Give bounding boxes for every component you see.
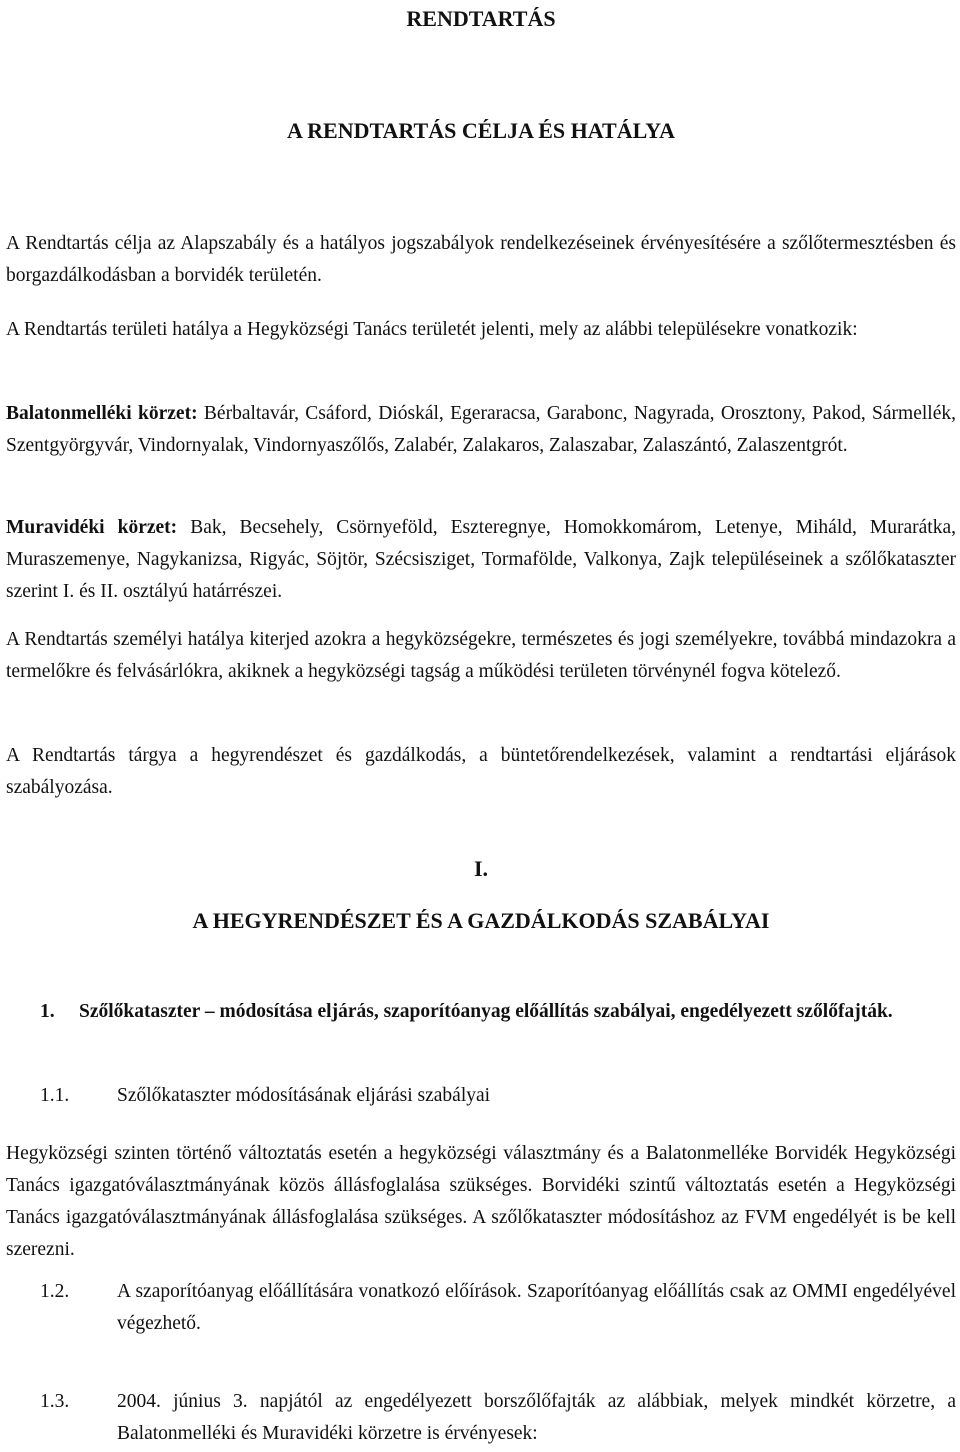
paragraph-muravideki-district bbox=[6, 512, 956, 608]
paragraph-personal-scope: A Rendtartás személyi hatálya kiterjed azokra a hegyközségekre, természetes és jogi személyekre, továbbá mindazokra a termelőkre és felvásárlókra, akiknek a hegyközségi tagság a működési területen törvénynél fogva kötelező. bbox=[6, 629, 956, 682]
paragraph-cadastre-procedure: Hegyközségi szinten történő változtatás esetén a hegyközségi választmány és a Balatonmelléke Borvidék Hegyközségi Tanács igazgatóválasztmányának közös állásfoglalása szükséges. Borvidéki szintű változtatás esetén a Hegyközségi Tanács igazgatóválasztmányának állásfoglalása szükséges. A szőlőkataszter módosításhoz az FVM engedélyét is be kell szerezni. bbox=[6, 1143, 956, 1260]
paragraph-balatonmelleki-district bbox=[6, 398, 956, 462]
muravideki-label: Muravidéki körzet: bbox=[6, 517, 178, 538]
subheading-1-1-number: 1.1. bbox=[40, 1085, 70, 1106]
subheading-1-2-text: A szaporítóanyag előállítására vonatkozó előírások. Szaporítóanyag előállítás csak az OMMI engedélyével végezhető. bbox=[117, 1281, 956, 1334]
subheading-1-2-number: 1.2. bbox=[40, 1281, 70, 1302]
heading-1-number: 1. bbox=[40, 1001, 55, 1022]
subheading-1-2 bbox=[6, 1276, 956, 1340]
chapter-title: A HEGYRENDÉSZET ÉS A GAZDÁLKODÁS SZABÁLYAI bbox=[192, 908, 770, 933]
paragraph-subject: A Rendtartás tárgya a hegyrendészet és gazdálkodás, a büntetőrendelkezések, valamint a rendtartási eljárások szabályozása. bbox=[6, 745, 956, 798]
paragraph-territorial-scope: A Rendtartás területi hatálya a Hegyközségi Tanács területét jelenti, mely az alábbi településekre vonatkozik: bbox=[6, 319, 858, 340]
paragraph-purpose: A Rendtartás célja az Alapszabály és a hatályos jogszabályok rendelkezéseinek érvényesítésére a szőlőtermesztésben és borgazdálkodásban a borvidék területén. bbox=[6, 233, 956, 286]
heading-1 bbox=[6, 996, 956, 1060]
muravideki-settlements: Bak, Becsehely, Csörnyeföld, Eszteregnye, Homokkomárom, Letenye, Miháld, Murarátka, Muraszemenye, Nagykanizsa, Rigyác, Söjtör, Szécsisziget, Tormafölde, Valkonya, Zajk településeinek a szőlőkataszter szerint I. és II. osztályú határrészei. bbox=[6, 517, 956, 602]
balatonmelleki-settlements: Bérbaltavár, Csáford, Dióskál, Egeraracsa, Garabonc, Nagyrada, Orosztony, Pakod, Sármellék, Szentgyörgyvár, Vindornyalak, Vindornyaszőlős, Zalabér, Zalakaros, Zalaszabar, Zalaszántó, Zalaszentgrót. bbox=[6, 403, 956, 456]
subheading-1-3 bbox=[6, 1386, 956, 1450]
subheading-1-1 bbox=[6, 1080, 956, 1112]
section-title: A RENDTARTÁS CÉLJA ÉS HATÁLYA bbox=[286, 118, 675, 143]
subheading-1-3-text: 2004. június 3. napjától az engedélyezett borszőlőfajták az alábbiak, melyek mindkét körzetre, a Balatonmelléki és Muravidéki körzetre is érvényesek: bbox=[117, 1391, 956, 1444]
document-title: RENDTARTÁS bbox=[406, 6, 556, 31]
subheading-1-1-text: Szőlőkataszter módosításának eljárási szabályai bbox=[117, 1085, 491, 1106]
heading-1-text: Szőlőkataszter – módosítása eljárás, szaporítóanyag előállítás szabályai, engedélyezett szőlőfajták. bbox=[79, 1001, 893, 1022]
balatonmelleki-label: Balatonmelléki körzet: bbox=[6, 403, 198, 424]
chapter-number: I. bbox=[473, 856, 489, 881]
subheading-1-3-number: 1.3. bbox=[40, 1391, 70, 1412]
